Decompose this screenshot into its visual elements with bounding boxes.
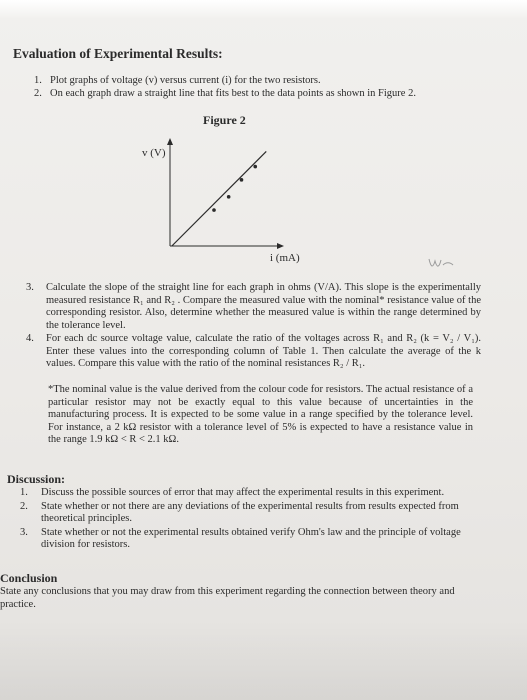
item-text: State whether or not there are any deviations of the experimental results from results expected from theoretical principles. [41, 500, 459, 524]
item-text: For each dc source voltage value, calculate the ratio of the voltages across R₁ and R₂ (k = V₂ / V₁). Enter these values into the corresponding column of Table 1. Then calculate the average of the k values. Compare this value with the ratio of the nominal resistances R₂ / R₁. [46, 333, 481, 369]
best-fit-line [172, 151, 266, 246]
pencil-mark [427, 256, 455, 272]
item-text: Plot graphs of voltage (v) versus current (i) for the two resistors. [50, 75, 321, 86]
y-axis-arrow [167, 138, 173, 145]
data-point [212, 208, 216, 212]
list-item [34, 74, 494, 87]
sheet-edge [0, 0, 527, 18]
figure-title: Figure 2 [203, 113, 246, 127]
x-axis-arrow [277, 243, 284, 249]
item-number: 2. [34, 88, 42, 99]
item-text: On each graph draw a straight line that fits best to the data points as shown in Figure 2. [50, 88, 416, 99]
item-number: 3. [26, 282, 34, 293]
item-number: 4. [26, 333, 34, 344]
data-point [253, 165, 257, 169]
data-point [227, 195, 231, 199]
item-number: 2. [20, 500, 28, 512]
discussion-heading: Discussion: [7, 472, 66, 486]
procedure-list [26, 282, 481, 372]
conclusion-heading: Conclusion [0, 571, 58, 585]
data-points [212, 165, 257, 212]
conclusion-text: State any conclusions that you may draw from this experiment regarding the connection between theory and practice. [0, 586, 455, 610]
discussion-list [20, 487, 482, 553]
item-text: Discuss the possible sources of error that may affect the experimental results in this experiment. [41, 487, 445, 498]
x-axis-label: i (mA) [270, 252, 300, 264]
list-item [26, 333, 481, 371]
photo-shadow [0, 620, 527, 700]
nominal-value-note: *The nominal value is the value derived from the colour code for resistors. The actual resistance of a particular resistor may not be exactly equal to this value because of uncertainties in the manufacturing process. It is expected to be some value in a range specified by the tolerance level. For instance, a 2 kΩ resistor with a tolerance level of 5% is expected to have a resistance value in the range 1.9 kΩ < R < 2.1 kΩ. [48, 384, 473, 445]
list-item [26, 282, 481, 332]
list-item [20, 487, 482, 500]
item-text: Calculate the slope of the straight line for each graph in ohms (V/A). This slope is the experimentally measured resistance R₁ and R₂ . Compare the measured value with the nominal* resistance value of the corresponding resistor. Also, determine whether the measured value is within the range determined by the tolerance level. [46, 282, 481, 331]
list-item [34, 87, 494, 100]
figure-2-plot [130, 130, 350, 270]
evaluation-list [34, 74, 494, 100]
list-item [20, 501, 482, 526]
item-text: State whether or not the experimental results obtained verify Ohm's law and the principle of voltage division for resistors. [41, 526, 461, 550]
list-item [20, 527, 482, 552]
item-number: 3. [20, 526, 28, 538]
y-axis-label: v (V) [142, 147, 166, 159]
section-title: Evaluation of Experimental Results: [13, 46, 223, 61]
item-number: 1. [34, 75, 42, 86]
item-number: 1. [20, 487, 28, 498]
data-point [240, 178, 244, 182]
